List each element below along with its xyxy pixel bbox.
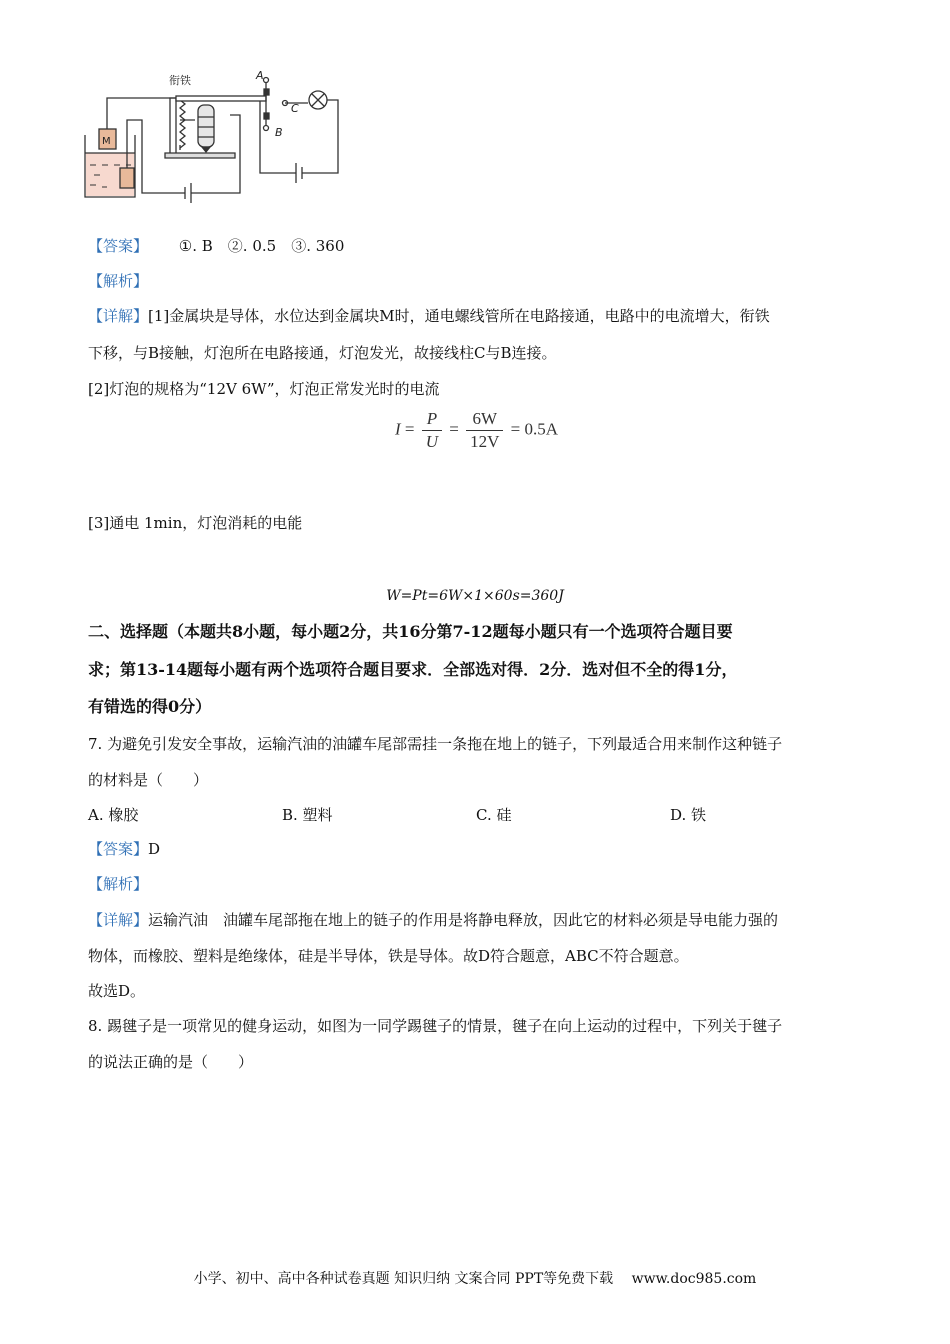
section-heading-line-2: 求；第13-14题每小题有两个选项符合题目要求．全部选对得．2分．选对但不全的得1分， (88, 660, 738, 679)
q6-detail-line-2: 下移，与B接触，灯泡所在电路接通，灯泡发光，故接线柱C与B连接。 (88, 344, 557, 362)
analysis-tag: 【解析】 (88, 272, 149, 290)
section-heading-line-3: 有错选的得0分） (88, 697, 212, 716)
current-formula: I = $\frac{P}{U}$ = $\frac{6W}{12V}$ = 0.5A (395, 409, 559, 451)
metal-block-label: M (102, 136, 111, 147)
q7-detail-line-2: 物体，而橡胶、塑料是绝缘体，硅是半导体，铁是导体。故D符合题意，ABC不符合题意。 (88, 947, 689, 965)
detail-text: [1]金属块是导体，水位达到金属块M时，通电螺线管所在电路接通，电路中的电流增大，衔铁 (148, 307, 770, 325)
fraction-denominator: 12V (470, 432, 500, 451)
q6-detail-line-3: [2]灯泡的规格为“12V 6W”，灯泡正常发光时的电流 (88, 380, 440, 398)
q7-option-a: A. 橡胶 (88, 806, 139, 824)
answer-tag: 【答案】 (88, 237, 149, 255)
analysis-tag: 【解析】 (88, 875, 149, 893)
fraction-p-u (422, 408, 442, 453)
fraction-numerator: 6W (466, 408, 503, 431)
formula-lhs: I (395, 419, 401, 439)
q7-detail-line-1 (88, 909, 778, 931)
answer-tag: 【答案】 (88, 840, 149, 858)
q8-stem-line-1: 8. 踢毽子是一项常见的健身运动，如图为一同学踢毽子的情景，毽子在向上运动的过程中，下列关于毽子 (88, 1017, 783, 1035)
fraction-numerator: P (422, 408, 442, 431)
page-footer: 小学、初中、高中各种试卷真题 知识归纳 文案合同 PPT等免费下载 www.doc985.com (193, 1271, 757, 1287)
energy-formula: W=Pt=6W×1×60s=360J (386, 588, 564, 604)
q7-conclusion: 故选D。 (88, 982, 146, 1000)
detail-tag: 【详解】 (88, 307, 149, 325)
q7-option-b: B. 塑料 (282, 806, 333, 824)
q6-detail-line-1 (88, 305, 770, 327)
fraction-values (466, 408, 503, 453)
terminal-a-label: A (256, 69, 264, 82)
formula-rhs: = 0.5A (510, 419, 559, 439)
section-heading-line-1: 二、选择题（本题共8小题，每小题2分，共16分第7-12题每小题只有一个选项符合题目要 (88, 622, 733, 641)
terminal-c-label: C (291, 102, 299, 115)
q7-stem-line-2: 的材料是（ ） (88, 771, 209, 789)
terminal-b-label: B (275, 126, 283, 139)
answer-text: ①. B ②. 0.5 ③. 360 (178, 237, 345, 255)
armature-label: 衔铁 (169, 74, 191, 87)
q7-option-d: D. 铁 (670, 806, 707, 824)
fraction-denominator: U (425, 432, 439, 451)
q7-option-c: C. 硅 (476, 806, 512, 824)
answer-text: D (148, 840, 161, 858)
detail-text: 运输汽油 油罐车尾部拖在地上的链子的作用是将静电释放，因此它的材料必须是导电能力强的 (148, 911, 779, 929)
relay-circuit-diagram (80, 65, 350, 215)
detail-tag: 【详解】 (88, 911, 149, 929)
q7-answer-line (88, 838, 160, 860)
q7-stem-line-1: 7. 为避免引发安全事故，运输汽油的油罐车尾部需挂一条拖在地上的链子，下列最适合用来制作这种链子 (88, 735, 783, 753)
q6-detail-line-4: [3]通电 1min，灯泡消耗的电能 (88, 514, 303, 532)
q8-stem-line-2: 的说法正确的是（ ） (88, 1053, 254, 1071)
q6-answer-line (88, 235, 344, 257)
